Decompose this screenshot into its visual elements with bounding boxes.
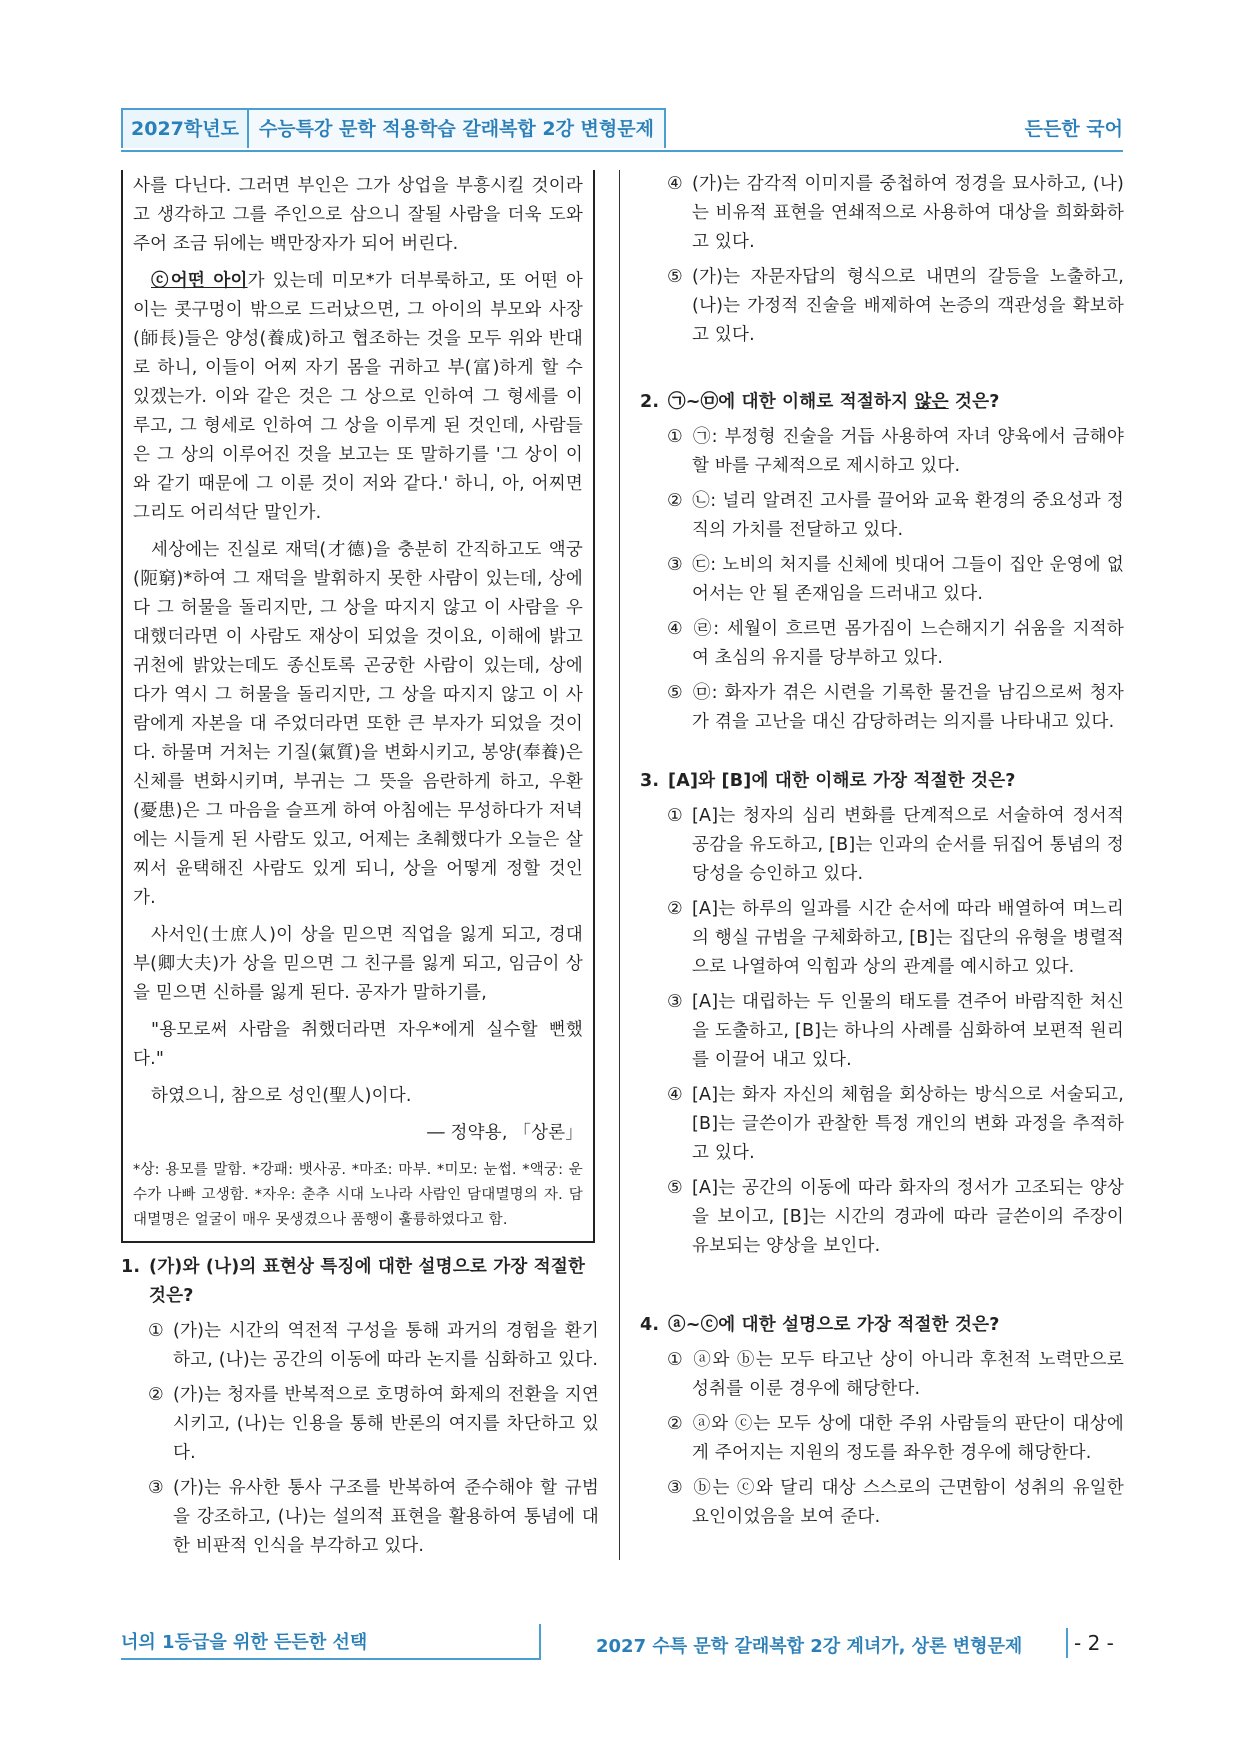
passage-box [121,170,595,1243]
choice-number: ④ [667,1085,683,1105]
choice-text: (가)는 시간의 역전적 구성을 통해 과거의 경험을 환기하고, (나)는 공간의 이동에 따라 논지를 심화하고 있다. [173,1321,599,1370]
choice-text: (가)는 자문자답의 형식으로 내면의 갈등을 노출하고, (나)는 가정적 진술을 배제하여 논증의 객관성을 확보하고 있다. [692,267,1124,345]
choice-number: ③ [667,1478,683,1498]
choice-number: ③ [667,555,683,575]
q3-choice-5[interactable] [640,1174,1124,1261]
choice-text: ㉣: 세월이 흐르면 몸가짐이 느슨해지기 쉬움을 지적하여 초심의 유지를 당부하고 있다. [692,619,1124,668]
q4-choice-1[interactable] [640,1346,1124,1404]
question-1 [121,1253,599,1561]
header-year: 2027학년도 [123,110,249,148]
question-3-text: [A]와 [B]에 대한 이해로 가장 적절한 것은? [668,771,1016,791]
right-column [640,170,1124,1532]
passage-paragraph-6: 하였으니, 참으로 성인(聖人)이다. [151,1086,412,1106]
choice-text: ㉡: 널리 알려진 고사를 끌어와 교육 환경의 중요성과 정직의 가치를 전달하고 있다. [692,491,1124,540]
choice-number: ② [667,899,683,919]
header-title: 수능특강 문학 적용학습 갈래복합 2강 변형문제 [249,110,664,148]
choice-number: ① [667,806,683,826]
choice-number: ⑤ [667,683,683,703]
question-2-number: 2. [640,392,660,412]
passage-paragraph-1: 사를 다닌다. 그러면 부인은 그가 상업을 부흥시킬 것이라 고 생각하고 그를 주인으로 삼으니 잘될 사람을 더욱 도와주어 조금 뒤에는 백만장자가 되어 버린다. [133,176,583,254]
choice-text: ⓐ와 ⓑ는 모두 타고난 상이 아니라 후천적 노력만으로 성취를 이룬 경우에 해당한다. [692,1350,1124,1399]
q2-choice-5[interactable] [640,679,1124,737]
q1-choice-1[interactable] [121,1317,599,1375]
choice-text: ⓐ와 ⓒ는 모두 상에 대한 주위 사람들의 판단이 대상에게 주어지는 지원의 정도를 좌우한 경우에 해당한다. [692,1414,1124,1463]
q4-choice-3[interactable] [640,1474,1124,1532]
passage-footnotes: *상: 용모를 말함. *강패: 뱃사공. *마조: 마부. *미모: 눈썹. *액궁: 운수가 나빠 고생함. *자우: 춘추 시대 노나라 사람인 담대멸명의 자. 담대멸명은 얼굴이 매우 못생겼으나 품행이 훌륭하였다고 함. [133,1162,583,1228]
choice-number: ④ [667,174,683,194]
choice-text: [A]는 화자 자신의 체험을 회상하는 방식으로 서술되고, [B]는 글쓴이가 관찰한 특정 개인의 변화 과정을 추적하고 있다. [692,1085,1124,1163]
question-1-text: (가)와 (나)의 표현상 특징에 대한 설명으로 가장 적절한 것은? [149,1257,586,1306]
question-3 [640,767,1124,1261]
choice-number: ① [148,1321,164,1341]
question-1-number: 1. [121,1257,141,1277]
q3-choice-3[interactable] [640,988,1124,1075]
choice-number: ② [667,1414,683,1434]
question-3-number: 3. [640,771,660,791]
question-2-text: ㉠~㉤에 대한 이해로 적절하지 [668,392,915,412]
footer-slogan: 너의 1등급을 위한 든든한 선택 [121,1632,368,1653]
q3-choice-1[interactable] [640,802,1124,889]
choice-text: ㉤: 화자가 겪은 시련을 기록한 물건을 남김으로써 청자가 겪을 고난을 대신 감당하려는 의지를 나타내고 있다. [692,683,1124,732]
choice-text: [A]는 대립하는 두 인물의 태도를 견주어 바람직한 처신을 도출하고, [B]는 하나의 사례를 심화하여 보편적 원리를 이끌어 내고 있다. [692,992,1124,1070]
q1-choice-4[interactable] [640,170,1124,257]
question-4-text: ⓐ~ⓒ에 대한 설명으로 가장 적절한 것은? [668,1315,1000,1335]
q1-choice-2[interactable] [121,1381,599,1468]
q3-choice-2[interactable] [640,895,1124,982]
passage-paragraph-3: 세상에는 진실로 재덕(才德)을 충분히 간직하고도 액궁(阨窮)*하여 그 재덕을 발휘하지 못한 사람이 있는데, 상에다 그 허물을 돌리지만, 그 상을 따지지 않고 이 사람을 우대했더라면 이 사람도 재상이 되었을 것이요, 이해에 밝고 귀천에 밝았는데도 종신토록 곤궁한 사람이 있는데, 상에다가 역시 그 허물을 돌리지만, 그 상을 따지지 않고 이 사람에게 자본을 대 주었더라면 또한 큰 부자가 되었을 것이다. 하물며 거처는 기질(氣質)을 변화시키고, 봉양(奉養)은 신체를 변화시키며, 부귀는 그 뜻을 음란하게 하고, 우환(憂患)은 그 마음을 슬프게 하여 아침에는 무성하다가 저녁에는 시들게 된 사람도 있고, 어제는 초췌했다가 오늘은 살찌서 윤택해진 사람도 있게 되니, 상을 어떻게 정할 것인가. [133,540,583,908]
choice-text: (가)는 청자를 반복적으로 호명하여 화제의 전환을 지연시키고, (나)는 인용을 통해 반론의 여지를 차단하고 있다. [173,1385,599,1463]
question-2-text-end: 것은? [948,392,1000,412]
q2-choice-2[interactable] [640,487,1124,545]
choice-text: ㉠: 부정형 진술을 거듭 사용하여 자녀 양육에서 금해야 할 바를 구체적으로 제시하고 있다. [692,427,1124,476]
q1-choice-5[interactable] [640,263,1124,350]
question-4-title [640,1311,1124,1340]
passage-marked-phrase: ⓒ어떤 아이 [151,271,248,291]
choice-text: [A]는 하루의 일과를 시간 순서에 따라 배열하여 며느리의 행실 규범을 구체화하고, [B]는 집단의 유형을 병렬적으로 나열하여 익힘과 상의 관계를 예시하고 있다. [692,899,1124,977]
question-3-title [640,767,1124,796]
choice-text: ㉢: 노비의 처지를 신체에 빗대어 그들이 집안 운영에 없어서는 안 될 존재임을 드러내고 있다. [692,555,1124,604]
header-title-box [121,108,666,148]
choice-number: ④ [667,619,683,639]
choice-text: (가)는 감각적 이미지를 중첩하여 정경을 묘사하고, (나)는 비유적 표현을 연쇄적으로 사용하여 대상을 희화화하고 있다. [692,174,1124,252]
column-divider [619,170,620,1560]
choice-text: ⓑ는 ⓒ와 달리 대상 스스로의 근면함이 성취의 유일한 요인이었음을 보여 준다. [692,1478,1124,1527]
passage-paragraph-4: 사서인(士庶人)이 상을 믿으면 직업을 잃게 되고, 경대부(卿大夫)가 상을 믿으면 그 친구를 잃게 되고, 임금이 상을 믿으면 신하를 잃게 된다. 공자가 말하기를, [133,925,583,1003]
question-2-title [640,388,1124,417]
footer-slogan-box [121,1624,541,1660]
choice-number: ③ [148,1478,164,1498]
choice-text: [A]는 청자의 심리 변화를 단계적으로 서술하여 정서적 공감을 유도하고, [B]는 인과의 순서를 뒤집어 통념의 정당성을 승인하고 있다. [692,806,1124,884]
choice-number: ① [667,1350,683,1370]
choice-number: ② [148,1385,164,1405]
choice-text: [A]는 공간의 이동에 따라 화자의 정서가 고조되는 양상을 보이고, [B]는 시간의 경과에 따라 글쓴이의 주장이 유보되는 양상을 보인다. [692,1178,1124,1256]
q2-choice-4[interactable] [640,615,1124,673]
q2-choice-1[interactable] [640,423,1124,481]
q2-choice-3[interactable] [640,551,1124,609]
question-4 [640,1311,1124,1532]
choice-number: ③ [667,992,683,1012]
passage-source: ― 정약용, 「상론」 [427,1123,583,1143]
passage-quote: "용모로써 사람을 취했더라면 자우*에게 실수할 뻔했다." [133,1020,583,1069]
question-2 [640,388,1124,737]
left-column [121,170,599,1561]
page-header [121,108,1123,152]
question-2-underlined: 않은 [914,392,949,412]
q1-choice-3[interactable] [121,1474,599,1561]
header-brand: 든든한 국어 [1024,118,1123,140]
passage-paragraph-2-text: 가 있는데 미모*가 더부룩하고, 또 어떤 아이는 콧구멍이 밖으로 드러났으면, 그 아이의 부모와 사장(師長)들은 양성(養成)하고 협조하는 것을 모두 위와 반대로 하니, 이들이 어찌 자기 몸을 귀하고 부(富)하게 할 수 있겠는가. 이와 같은 것은 그 상으로 인하여 그 형세를 이루고, 그 형세로 인하여 그 상을 이루게 된 것인데, 사람들은 그 상의 이루어진 것을 보고는 또 말하기를 '그 상이 이와 같기 때문에 그 이룬 것이 저와 같다.' 하니, 아, 어찌면 그리도 어리석단 말인가. [133,271,584,523]
footer-doc-title: 2027 수특 문학 갈래복합 2강 계녀가, 상론 변형문제 [596,1636,1023,1657]
q3-choice-4[interactable] [640,1081,1124,1168]
q4-choice-2[interactable] [640,1410,1124,1468]
choice-number: ① [667,427,683,447]
question-4-number: 4. [640,1315,660,1335]
question-1-title [121,1253,599,1311]
choice-number: ⑤ [667,1178,683,1198]
choice-number: ② [667,491,683,511]
choice-text: (가)는 유사한 통사 구조를 반복하여 준수해야 할 규범을 강조하고, (나)는 설의적 표현을 활용하여 통념에 대한 비판적 인식을 부각하고 있다. [173,1478,599,1556]
page-number: - 2 - [1066,1628,1114,1658]
passage-paragraph-2 [133,267,583,528]
choice-number: ⑤ [667,267,683,287]
